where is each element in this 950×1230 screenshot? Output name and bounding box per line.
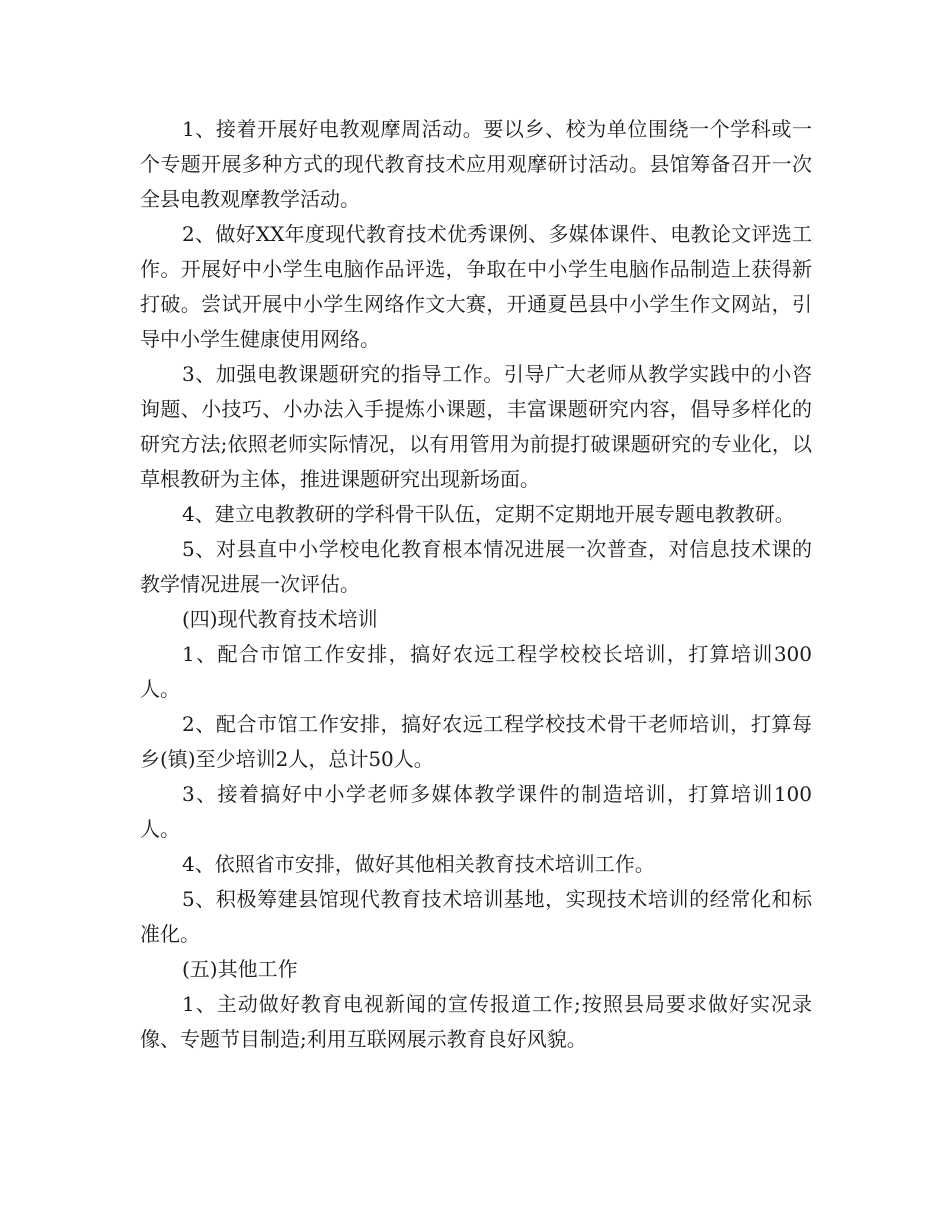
paragraph-5: 5、对县直中小学校电化教育根本情况进展一次普查，对信息技术课的教学情况进展一次评估。	[140, 537, 812, 596]
paragraph-8: 3、接着搞好中小学老师多媒体教学课件的制造培训，打算培训100人。	[140, 782, 812, 841]
document-body	[140, 112, 812, 1057]
paragraph-7: 2、配合市馆工作安排，搞好农远工程学校技术骨干老师培训，打算每乡(镇)至少培训2人，总计50人。	[140, 712, 812, 771]
section-heading-training: (四)现代教育技术培训	[182, 607, 378, 631]
paragraph-2: 2、做好XX年度现代教育技术优秀课例、多媒体课件、电教论文评选工作。开展好中小学生电脑作品评选，争取在中小学生电脑作品制造上获得新打破。尝试开展中小学生网络作文大赛，开通夏邑县中小学生作文网站，引导中小学生健康使用网络。	[140, 222, 812, 351]
paragraph-9: 4、依照省市安排，做好其他相关教育技术培训工作。	[182, 852, 655, 876]
paragraph-4: 4、建立电教教研的学科骨干队伍，定期不定期地开展专题电教教研。	[182, 502, 795, 526]
paragraph-1: 1、接着开展好电教观摩周活动。要以乡、校为单位围绕一个学科或一个专题开展多种方式的现代教育技术应用观摩研讨活动。县馆筹备召开一次全县电教观摩教学活动。	[140, 117, 812, 211]
section-heading-other: (五)其他工作	[182, 957, 298, 981]
paragraph-10: 5、积极筹建县馆现代教育技术培训基地，实现技术培训的经常化和标准化。	[140, 887, 812, 946]
paragraph-6: 1、配合市馆工作安排，搞好农远工程学校校长培训，打算培训300人。	[140, 642, 812, 701]
paragraph-11: 1、主动做好教育电视新闻的宣传报道工作;按照县局要求做好实况录像、专题节目制造;利用互联网展示教育良好风貌。	[140, 992, 812, 1051]
paragraph-3: 3、加强电教课题研究的指导工作。引导广大老师从教学实践中的小咨询题、小技巧、小办法入手提炼小课题，丰富课题研究内容，倡导多样化的研究方法;依照老师实际情况，以有用管用为前提打破课题研究的专业化，以草根教研为主体，推进课题研究出现新场面。	[140, 362, 812, 491]
